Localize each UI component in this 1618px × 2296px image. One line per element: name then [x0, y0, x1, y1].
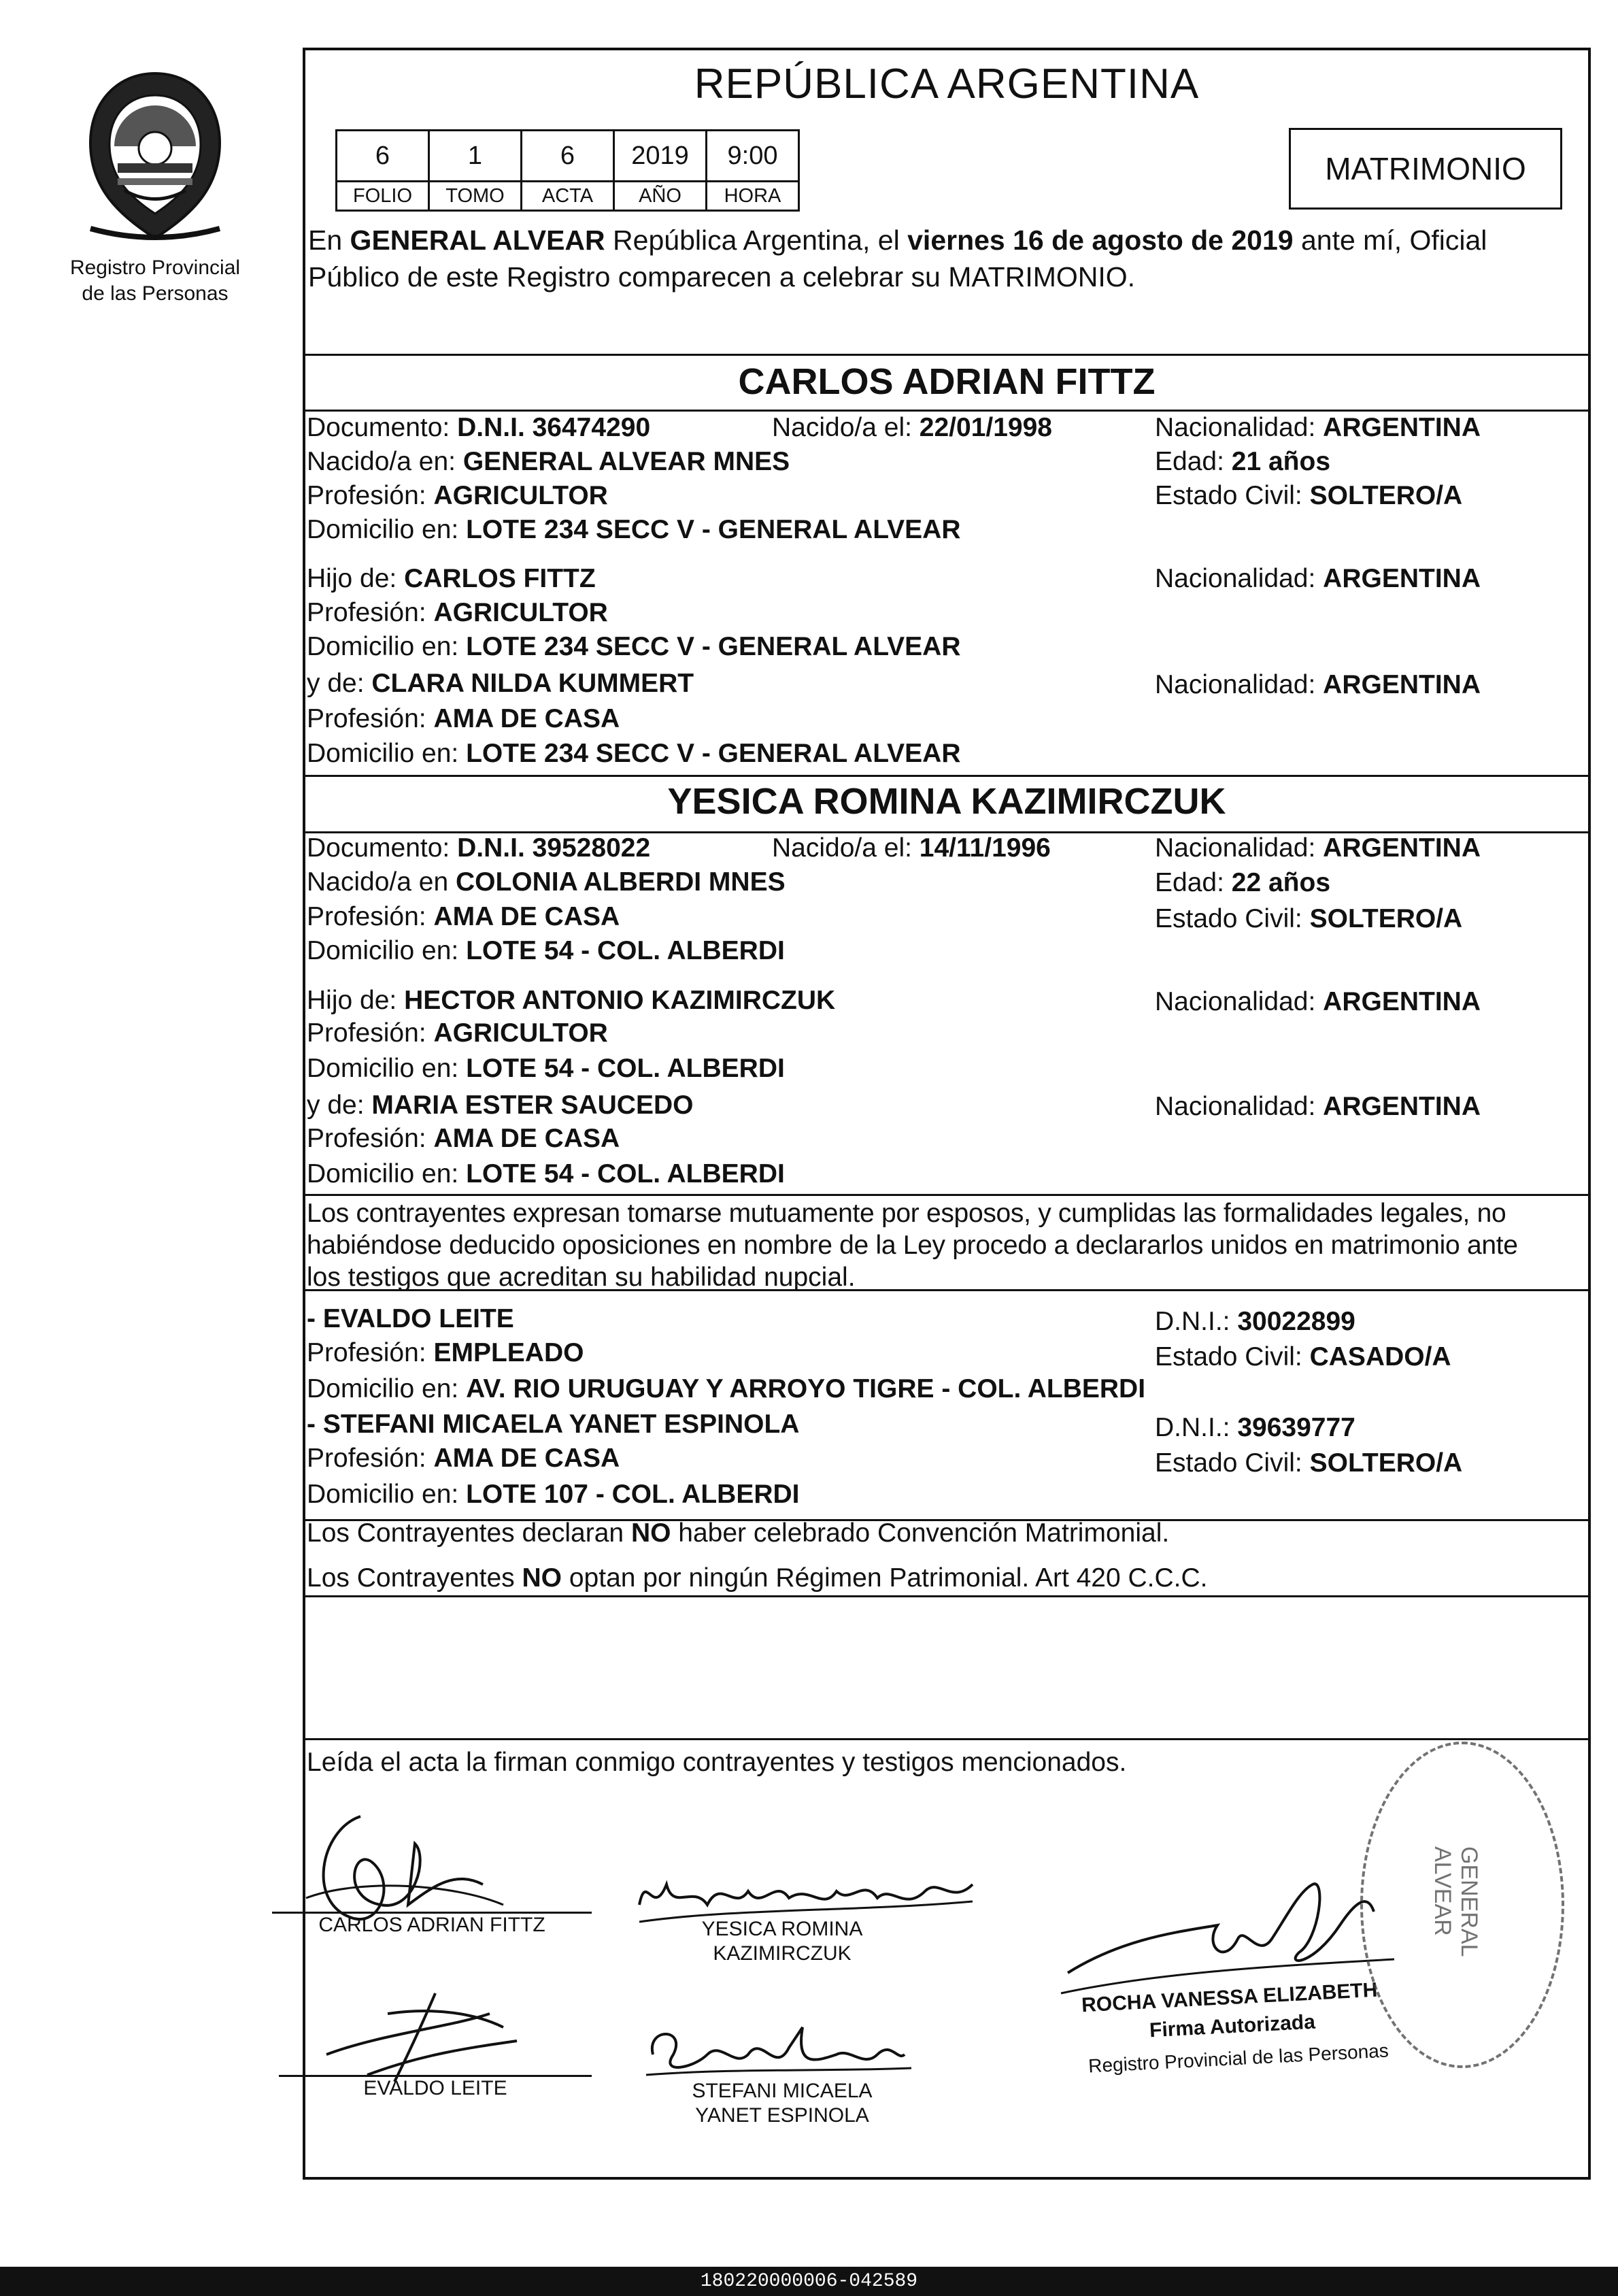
c2-madre-nacionalidad: Nacionalidad: ARGENTINA — [1155, 1092, 1481, 1121]
c2-documento: Documento: D.N.I. 39528022 — [307, 833, 651, 863]
tomo-value: 1 — [429, 131, 522, 182]
c1-madre-domicilio: Domicilio en: LOTE 234 SECC V - GENERAL ALVEAR — [307, 739, 961, 768]
anio-value: 2019 — [614, 131, 707, 182]
acta-type-box — [1289, 128, 1562, 210]
c2-madre: y de: MARIA ESTER SAUCEDO — [307, 1091, 694, 1120]
c2-madre-domicilio: Domicilio en: LOTE 54 - COL. ALBERDI — [307, 1159, 785, 1188]
c2-padre: Hijo de: HECTOR ANTONIO KAZIMIRCZUK — [307, 986, 836, 1015]
c1-estado: Estado Civil: SOLTERO/A — [1155, 481, 1463, 510]
signature-evaldo-icon — [299, 1986, 544, 2089]
acta-label: ACTA — [522, 182, 614, 211]
c1-edad: Edad: 21 años — [1155, 447, 1331, 476]
hora-label: HORA — [707, 182, 799, 211]
logo-caption-1: Registro Provincial — [69, 256, 241, 279]
c1-padre-profesion: Profesión: AGRICULTOR — [307, 598, 608, 627]
c2-padre-domicilio: Domicilio en: LOTE 54 - COL. ALBERDI — [307, 1054, 785, 1083]
signer-stefani-name: STEFANI MICAELA YANET ESPINOLA — [692, 2080, 873, 2127]
tomo-label: TOMO — [429, 182, 522, 211]
signer-evaldo-name: EVALDO LEITE — [363, 2077, 507, 2099]
c2-nacionalidad: Nacionalidad: ARGENTINA — [1155, 833, 1481, 863]
testigo-2-estado: Estado Civil: SOLTERO/A — [1155, 1448, 1463, 1478]
convencion-line-1: Los Contrayentes declaran NO haber celebrado Convención Matrimonial. — [307, 1518, 1170, 1548]
oficial-name: ROCHA VANESSA ELIZABETH — [1081, 1978, 1379, 2017]
divider — [303, 1738, 1591, 1740]
document-title: REPÚBLICA ARGENTINA — [694, 61, 1200, 107]
testigo-2-dni: D.N.I.: 39639777 — [1155, 1413, 1355, 1442]
c1-nacionalidad: Nacionalidad: ARGENTINA — [1155, 413, 1481, 442]
divider — [303, 775, 1591, 777]
declaracion-paragraph — [307, 1197, 1589, 1293]
c2-lugar: Nacido/a en COLONIA ALBERDI MNES — [307, 867, 786, 897]
folio-label: FOLIO — [337, 182, 429, 211]
intro-text: República Argentina, el — [605, 224, 908, 256]
provincia-seal-icon — [77, 68, 233, 252]
signer-yesica-name: YESICA ROMINA KAZIMIRCZUK — [701, 1918, 863, 1965]
declaracion-line: habiéndose deducido oposiciones en nombre de la Ley procedo a declararlos unidos en matrimonio ante — [307, 1231, 1518, 1260]
contrayente-1-name: CARLOS ADRIAN FITTZ — [738, 361, 1156, 402]
leida-text: Leída el acta la firman conmigo contrayentes y testigos mencionados. — [307, 1748, 1127, 1777]
intro-place: GENERAL ALVEAR — [350, 224, 605, 256]
anio-label: AÑO — [614, 182, 707, 211]
acta-type: MATRIMONIO — [1325, 151, 1526, 186]
registro-table — [335, 129, 800, 212]
c1-profesion: Profesión: AGRICULTOR — [307, 481, 608, 510]
c2-padre-profesion: Profesión: AGRICULTOR — [307, 1018, 608, 1048]
divider — [303, 1194, 1591, 1196]
testigo-1-estado: Estado Civil: CASADO/A — [1155, 1342, 1451, 1371]
registry-logo — [67, 68, 243, 307]
oficial-cargo: Firma Autorizada — [1149, 2010, 1316, 2042]
c1-padre-nacionalidad: Nacionalidad: ARGENTINA — [1155, 564, 1481, 593]
oficial-registro: Registro Provincial de las Personas — [1088, 2040, 1389, 2077]
c1-madre: y de: CLARA NILDA KUMMERT — [307, 669, 694, 698]
signature-stefani-icon — [633, 2014, 918, 2089]
logo-caption-2: de las Personas — [82, 282, 229, 305]
c1-nacimiento: Nacido/a el: 22/01/1998 — [772, 413, 1052, 442]
testigo-1-profesion: Profesión: EMPLEADO — [307, 1338, 584, 1367]
testigo-2-domicilio: Domicilio en: LOTE 107 - COL. ALBERDI — [307, 1480, 800, 1509]
c2-padre-nacionalidad: Nacionalidad: ARGENTINA — [1155, 987, 1481, 1016]
testigo-1-name: - EVALDO LEITE — [307, 1304, 514, 1333]
folio-value: 6 — [337, 131, 429, 182]
declaracion-line: Los contrayentes expresan tomarse mutuamente por esposos, y cumplidas las formalidades legales, no — [307, 1199, 1506, 1228]
c2-madre-profesion: Profesión: AMA DE CASA — [307, 1124, 620, 1153]
intro-text: ante mí, Oficial — [1293, 224, 1487, 256]
intro-text: En — [308, 224, 350, 256]
divider — [303, 354, 1591, 356]
hora-value: 9:00 — [707, 131, 799, 182]
declaracion-line: los testigos que acreditan su habilidad nupcial. — [307, 1263, 856, 1292]
testigo-1-dni: D.N.I.: 30022899 — [1155, 1307, 1355, 1336]
c2-domicilio: Domicilio en: LOTE 54 - COL. ALBERDI — [307, 936, 785, 965]
contrayente-2-name: YESICA ROMINA KAZIMIRCZUK — [667, 781, 1226, 822]
c2-nacimiento: Nacido/a el: 14/11/1996 — [772, 833, 1051, 863]
c2-edad: Edad: 22 años — [1155, 868, 1331, 897]
intro-date: viernes 16 de agosto de 2019 — [907, 224, 1294, 256]
c2-estado: Estado Civil: SOLTERO/A — [1155, 904, 1463, 933]
testigo-2-profesion: Profesión: AMA DE CASA — [307, 1444, 620, 1473]
c2-profesion: Profesión: AMA DE CASA — [307, 902, 620, 931]
c1-padre-domicilio: Domicilio en: LOTE 234 SECC V - GENERAL ALVEAR — [307, 632, 961, 661]
convencion-line-2: Los Contrayentes NO optan por ningún Régimen Patrimonial. Art 420 C.C.C. — [307, 1563, 1208, 1593]
testigo-2-name: - STEFANI MICAELA YANET ESPINOLA — [307, 1410, 800, 1439]
signer-carlos-name: CARLOS ADRIAN FITTZ — [318, 1914, 545, 1936]
intro-text: Público de este Registro comparecen a celebrar su MATRIMONIO. — [308, 261, 1136, 293]
c1-lugar: Nacido/a en: GENERAL ALVEAR MNES — [307, 447, 790, 476]
stamp-text: GENERAL ALVEAR — [1430, 1846, 1482, 1957]
c1-padre: Hijo de: CARLOS FITTZ — [307, 564, 596, 593]
c1-madre-profesion: Profesión: AMA DE CASA — [307, 704, 620, 733]
c1-domicilio: Domicilio en: LOTE 234 SECC V - GENERAL ALVEAR — [307, 515, 961, 544]
intro-paragraph — [308, 222, 1587, 295]
testigo-1-domicilio: Domicilio en: AV. RIO URUGUAY Y ARROYO TIGRE - COL. ALBERDI — [307, 1374, 1146, 1403]
acta-value: 6 — [522, 131, 614, 182]
document-barcode-number: 180220000006-042589 — [0, 2267, 1618, 2296]
c1-madre-nacionalidad: Nacionalidad: ARGENTINA — [1155, 670, 1481, 699]
official-stamp — [1360, 1742, 1564, 2068]
c1-documento: Documento: D.N.I. 36474290 — [307, 413, 651, 442]
divider — [303, 1595, 1591, 1597]
